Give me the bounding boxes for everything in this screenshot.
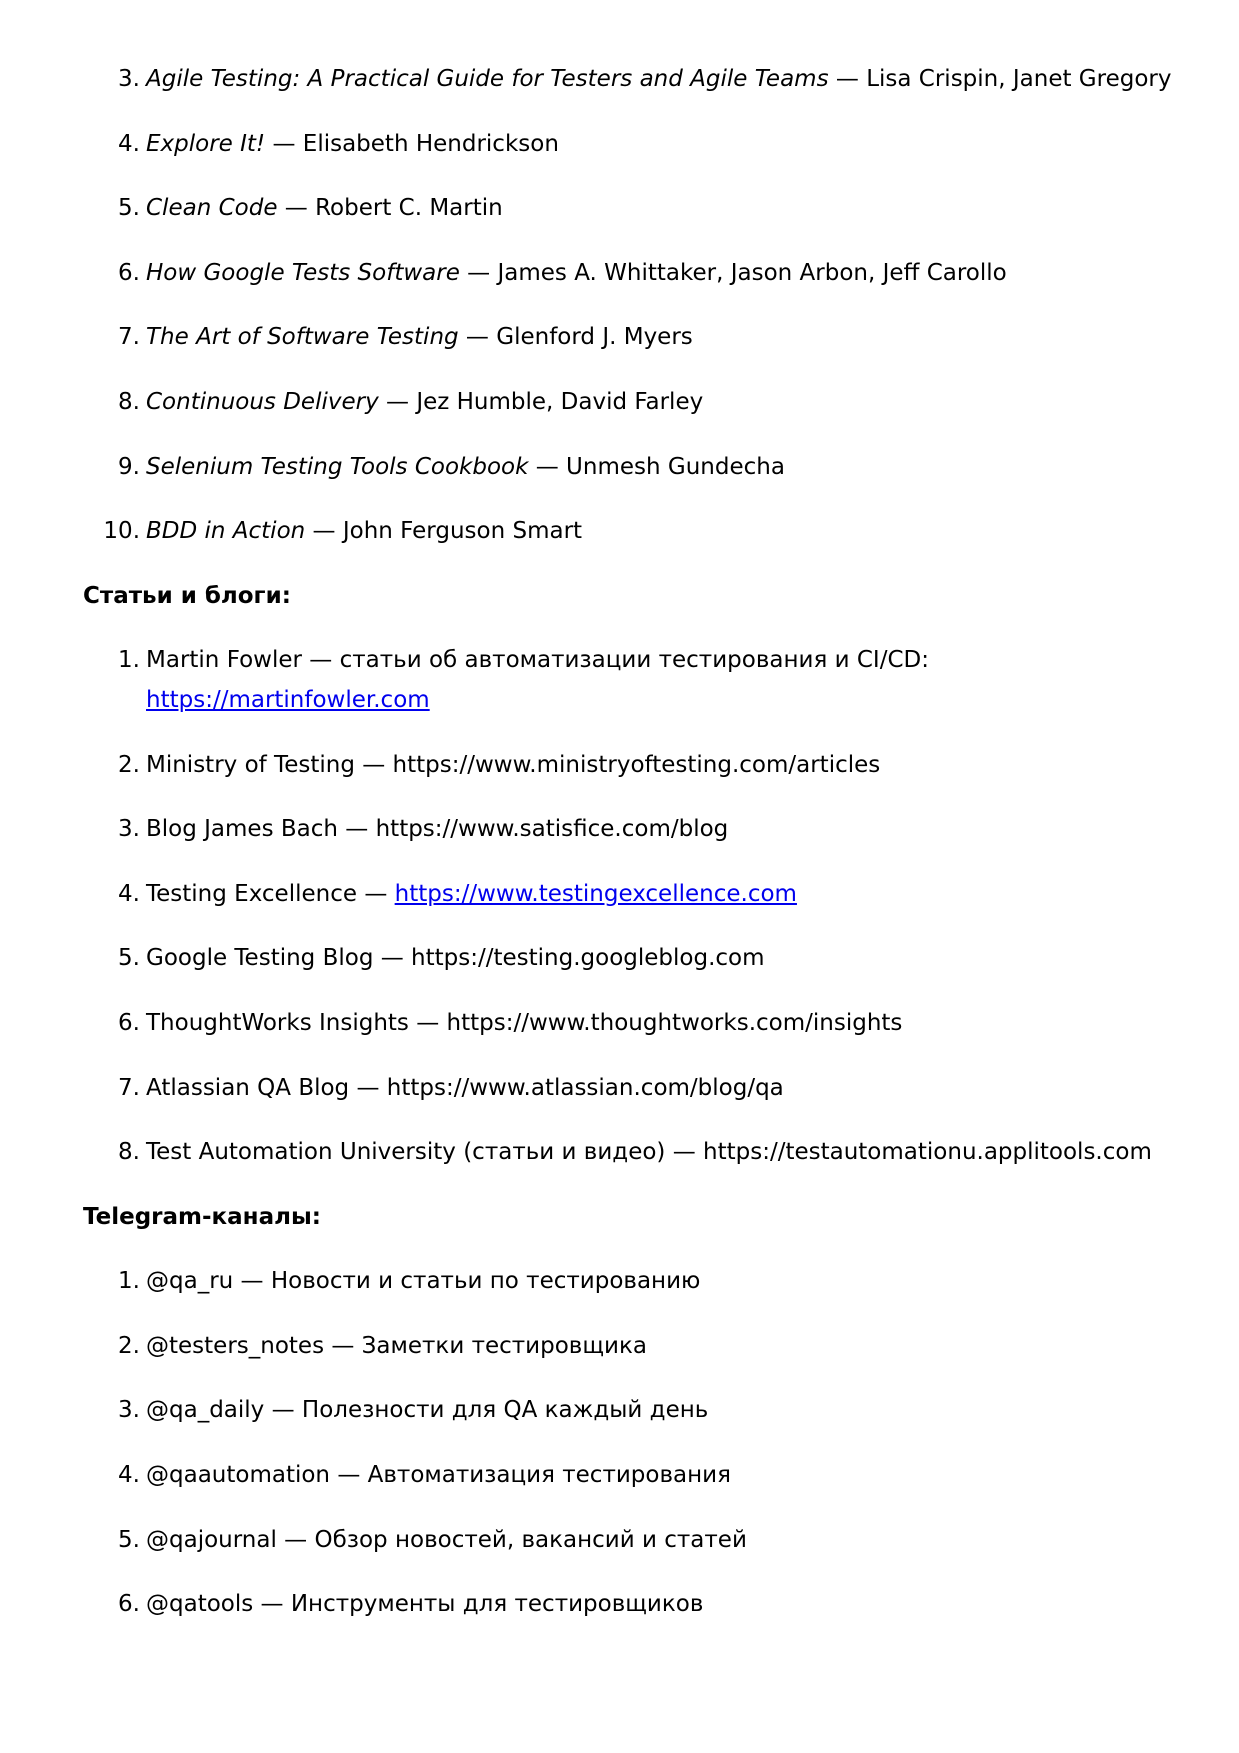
item-number: 1. <box>118 1268 140 1294</box>
separator: — <box>378 389 417 415</box>
item-text: @qa_daily — Полезности для QA каждый день <box>146 1397 709 1423</box>
item-text: @qa_ru — Новости и статьи по тестированию <box>146 1268 701 1294</box>
book-title: How Google Tests Software <box>146 260 460 286</box>
list-item-continuation <box>146 680 430 720</box>
item-text: Test Automation University (статьи и видео) — https://testautomationu.applitools.com <box>146 1139 1152 1165</box>
book-title: Selenium Testing Tools Cookbook <box>146 454 529 480</box>
item-text: Atlassian QA Blog — https://www.atlassian.com/blog/qa <box>146 1075 784 1101</box>
testingexcellence-link[interactable]: https://www.testingexcellence.com <box>394 881 797 907</box>
separator: — <box>277 195 316 221</box>
item-number: 4. <box>118 131 140 157</box>
item-number: 4. <box>118 1462 140 1488</box>
item-number: 6. <box>118 1591 140 1617</box>
book-authors: John Ferguson Smart <box>342 518 583 544</box>
book-authors: Glenford J. Myers <box>496 324 693 350</box>
martinfowler-link[interactable]: https://martinfowler.com <box>146 687 430 713</box>
item-text: Blog James Bach — https://www.satisfice.com/blog <box>146 816 729 842</box>
separator: — <box>305 518 343 544</box>
book-title: The Art of Software Testing <box>146 324 459 350</box>
separator: — <box>828 66 867 92</box>
item-text: @testers_notes — Заметки тестировщика <box>146 1333 647 1359</box>
separator: — <box>459 260 498 286</box>
item-number: 8. <box>118 389 140 415</box>
item-number: 2. <box>118 1333 140 1359</box>
item-number: 6. <box>118 1010 140 1036</box>
item-number: 3. <box>118 816 140 842</box>
book-authors: Elisabeth Hendrickson <box>302 131 559 157</box>
separator: — <box>528 454 567 480</box>
item-number: 3. <box>118 66 140 92</box>
item-text: @qajournal — Обзор новостей, вакансий и статей <box>146 1527 747 1553</box>
book-authors: Lisa Crispin, Janet Gregory <box>866 66 1172 92</box>
item-text: Testing Excellence — <box>146 881 395 907</box>
item-number: 5. <box>118 1527 140 1553</box>
book-authors: Unmesh Gundecha <box>566 454 785 480</box>
book-title: Clean Code <box>146 195 278 221</box>
book-title: Continuous Delivery <box>146 389 379 415</box>
item-number: 8. <box>118 1139 140 1165</box>
book-title: Agile Testing: A Practical Guide for Testers and Agile Teams <box>146 66 829 92</box>
item-text: Ministry of Testing — https://www.ministryoftesting.com/articles <box>146 752 881 778</box>
item-text: @qaautomation — Автоматизация тестирования <box>146 1462 731 1488</box>
section-heading-articles: Статьи и блоги: <box>83 583 291 609</box>
book-authors: James A. Whittaker, Jason Arbon, Jeff Carollo <box>497 260 1007 286</box>
item-number: 2. <box>118 752 140 778</box>
item-number: 7. <box>118 1075 140 1101</box>
item-text: @qatools — Инструменты для тестировщиков <box>146 1591 704 1617</box>
book-authors: Robert C. Martin <box>315 195 503 221</box>
item-number: 6. <box>118 260 140 286</box>
separator: — <box>265 131 303 157</box>
book-title: Explore It! <box>146 131 266 157</box>
item-number: 5. <box>118 195 140 221</box>
item-number: 3. <box>118 1397 140 1423</box>
book-authors: Jez Humble, David Farley <box>416 389 704 415</box>
item-number: 1. <box>118 647 140 673</box>
item-text: ThoughtWorks Insights — https://www.thoughtworks.com/insights <box>146 1010 903 1036</box>
item-number: 5. <box>118 945 140 971</box>
item-text: Google Testing Blog — https://testing.googleblog.com <box>146 945 765 971</box>
separator: — <box>458 324 497 350</box>
item-number: 9. <box>118 454 140 480</box>
book-title: BDD in Action <box>146 518 306 544</box>
item-text: Martin Fowler — статьи об автоматизации тестирования и CI/CD: <box>146 647 929 673</box>
item-number: 7. <box>118 324 140 350</box>
item-number: 10. <box>103 518 140 544</box>
item-number: 4. <box>118 881 140 907</box>
section-heading-telegram: Telegram-каналы: <box>83 1204 321 1230</box>
